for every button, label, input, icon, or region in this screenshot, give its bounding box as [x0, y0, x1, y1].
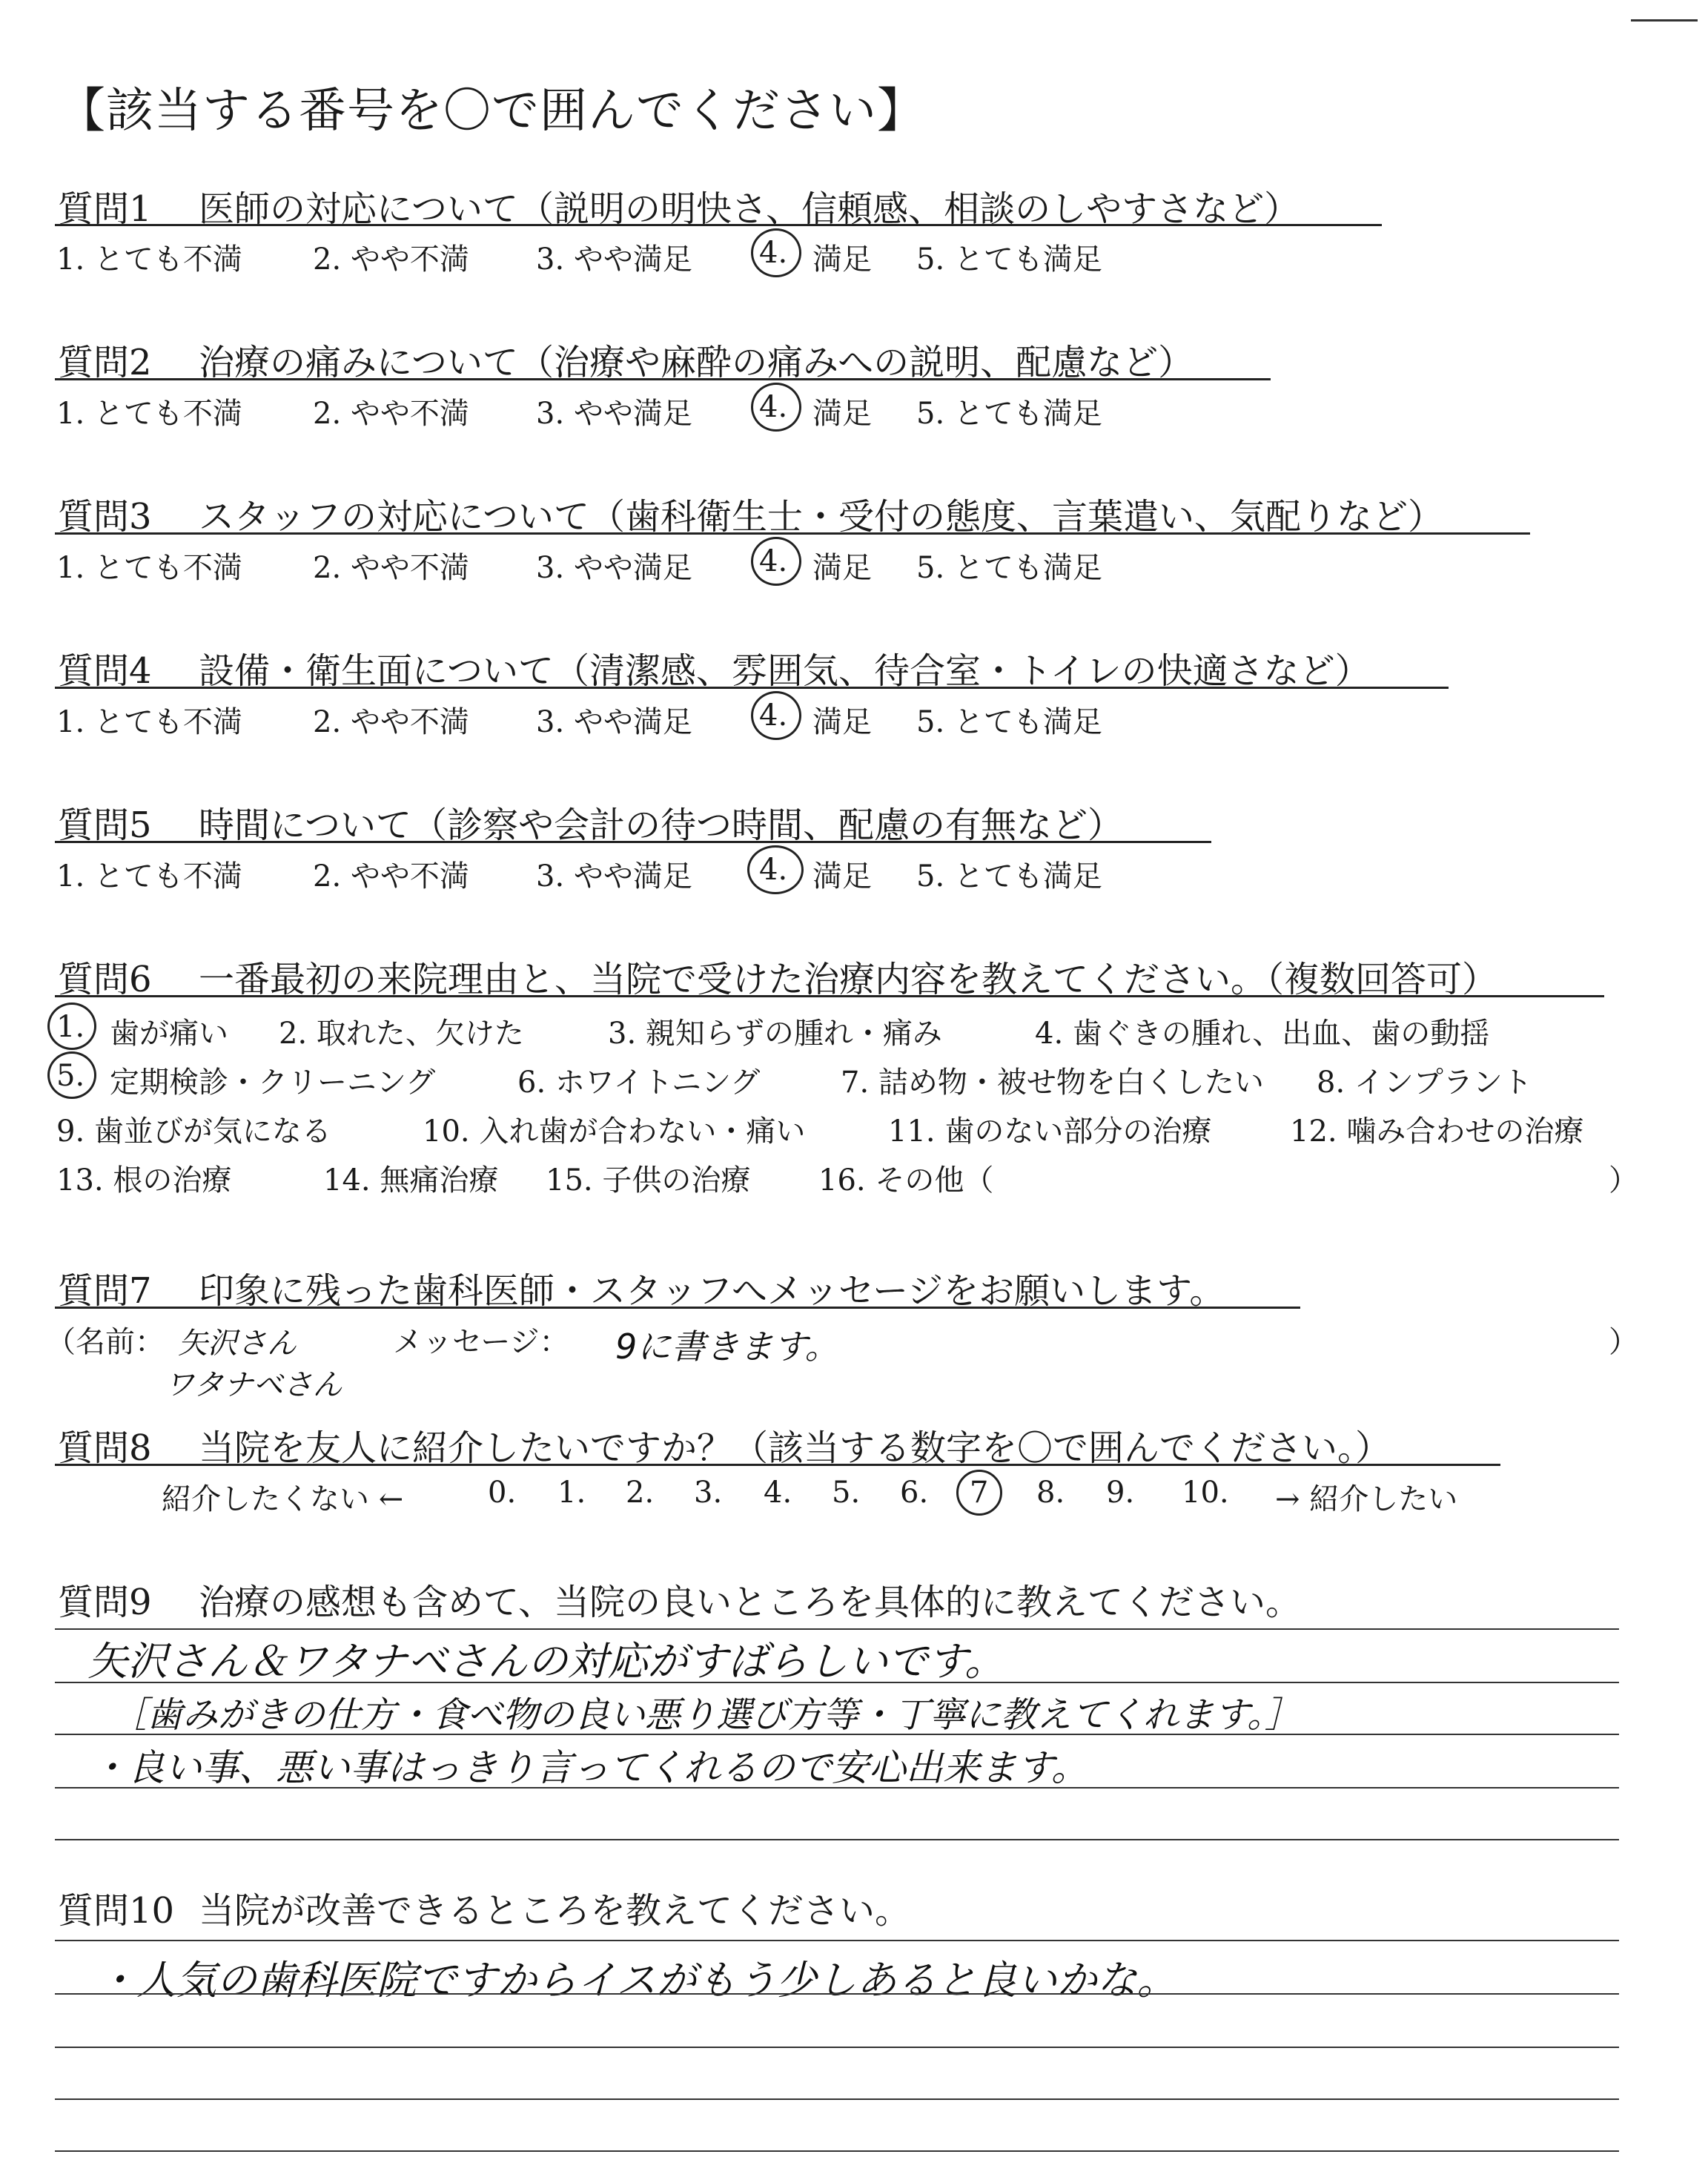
option-8[interactable]: 8. インプラント: [1317, 1066, 1532, 1100]
option-5[interactable]: 5. とても満足: [916, 242, 1102, 277]
option-1[interactable]: 1. とても不満: [56, 705, 242, 739]
question-6-title: [58, 951, 1497, 1002]
scale-6[interactable]: 6.: [900, 1476, 929, 1510]
scale-10[interactable]: 10.: [1182, 1476, 1229, 1510]
option-16[interactable]: 16. その他（: [818, 1163, 994, 1198]
question-2-title: [58, 334, 1194, 385]
option-5-number[interactable]: 5.: [56, 1059, 85, 1093]
question-7-title: [58, 1262, 1225, 1313]
underline: [55, 841, 1211, 843]
scale-1[interactable]: 1.: [557, 1476, 586, 1510]
underline: [55, 532, 1530, 535]
option-3[interactable]: 3. やや満足: [536, 705, 692, 739]
question-number: 質問6: [58, 959, 152, 1000]
selection-circle: [751, 228, 801, 277]
question-text: 当院を友人に紹介したいですか？（該当する数字を〇で囲んでください。）: [199, 1427, 1391, 1469]
q9-answer-1[interactable]: 矢沢さん＆ワタナベさんの対応がすばらしいです。: [87, 1638, 1005, 1685]
option-2[interactable]: 2. やや不満: [313, 551, 469, 585]
question-4-title: [58, 642, 1371, 693]
scale-right-label: → 紹介したい: [1275, 1482, 1458, 1516]
scale-3[interactable]: 3.: [694, 1476, 723, 1510]
scale-9[interactable]: 9.: [1106, 1476, 1135, 1510]
name-handwritten-1[interactable]: 矢沢さん: [178, 1327, 297, 1361]
option-1-label[interactable]: 歯が痛い: [110, 1017, 228, 1051]
option-5[interactable]: 5. とても満足: [916, 551, 1102, 585]
option-4-label[interactable]: 満足: [812, 551, 872, 585]
scan-edge-mark: [1631, 19, 1698, 22]
option-2[interactable]: 2. やや不満: [313, 859, 469, 894]
selection-circle: [956, 1470, 1002, 1516]
underline: [55, 224, 1382, 226]
question-number: 質問2: [58, 342, 152, 383]
option-1[interactable]: 1. とても不満: [56, 551, 242, 585]
answer-line: [55, 2150, 1619, 2152]
option-3[interactable]: 3. やや満足: [536, 551, 692, 585]
selection-circle: [47, 1003, 96, 1050]
name-handwritten-2[interactable]: ワタナベさん: [165, 1368, 342, 1402]
question-number: 質問7: [58, 1270, 152, 1312]
option-11[interactable]: 11. 歯のない部分の治療: [888, 1114, 1212, 1149]
question-number: 質問8: [58, 1427, 152, 1469]
scale-0[interactable]: 0.: [488, 1476, 517, 1510]
option-15[interactable]: 15. 子供の治療: [546, 1163, 751, 1198]
message-handwritten[interactable]: 9に書きます。: [615, 1327, 839, 1367]
question-text: 印象に残った歯科医師・スタッフへメッセージをお願いします。: [199, 1270, 1225, 1312]
option-9[interactable]: 9. 歯並びが気になる: [56, 1114, 331, 1149]
option-12[interactable]: 12. 噛み合わせの治療: [1290, 1114, 1584, 1149]
question-text: 時間について（診察や会計の待つ時間、配慮の有無など）: [199, 805, 1124, 846]
scale-2[interactable]: 2.: [626, 1476, 655, 1510]
q9-answer-2[interactable]: ［歯みがきの仕方・食べ物の良い悪り選び方等・丁寧に教えてくれます。］: [111, 1694, 1301, 1736]
option-4-label[interactable]: 満足: [812, 242, 872, 277]
option-2[interactable]: 2. やや不満: [313, 705, 469, 739]
option-4-number[interactable]: 4.: [759, 390, 788, 424]
selection-circle: [47, 1051, 96, 1099]
option-4[interactable]: 4. 歯ぐきの腫れ、出血、歯の動揺: [1035, 1017, 1490, 1051]
question-text: スタッフの対応について（歯科衛生士・受付の態度、言葉遣い、気配りなど）: [199, 496, 1444, 538]
answer-line: [55, 1734, 1619, 1735]
question-text: 治療の感想も含めて、当院の良いところを具体的に教えてください。: [199, 1582, 1302, 1623]
selection-circle: [747, 845, 804, 894]
option-13[interactable]: 13. 根の治療: [56, 1163, 232, 1198]
scale-5[interactable]: 5.: [832, 1476, 861, 1510]
answer-line: [55, 1940, 1619, 1941]
scale-left-label: 紹介したくない ←: [162, 1482, 404, 1516]
option-4-label[interactable]: 満足: [812, 705, 872, 739]
option-4-number[interactable]: 4.: [759, 236, 788, 270]
page-heading: 【該当する番号を〇で囲んでください】: [58, 84, 925, 139]
question-number: 質問1: [58, 188, 152, 230]
close-paren: ）: [1609, 1325, 1638, 1359]
question-text: 設備・衛生面について（清潔感、雰囲気、待合室・トイレの快適さなど）: [199, 650, 1371, 692]
option-10[interactable]: 10. 入れ歯が合わない・痛い: [423, 1114, 806, 1149]
option-3[interactable]: 3. やや満足: [536, 397, 692, 431]
option-4-label[interactable]: 満足: [812, 859, 872, 894]
question-9-title: [58, 1573, 1301, 1625]
q10-answer-1[interactable]: ・人気の歯科医院ですからイスがもう少しあると良いかな。: [96, 1957, 1177, 2004]
answer-line: [55, 2047, 1619, 2048]
question-number: 質問10: [58, 1890, 175, 1932]
question-number: 質問5: [58, 805, 152, 846]
question-8-title: [58, 1419, 1391, 1470]
option-3[interactable]: 3. やや満足: [536, 242, 692, 277]
selection-circle: [751, 691, 801, 740]
scale-8[interactable]: 8.: [1036, 1476, 1065, 1510]
option-4-number[interactable]: 4.: [759, 698, 788, 733]
underline: [55, 378, 1271, 380]
question-text: 当院が改善できるところを教えてください。: [199, 1890, 911, 1932]
message-label: メッセージ：: [393, 1325, 569, 1359]
answer-line: [55, 1787, 1619, 1789]
option-1[interactable]: 1. とても不満: [56, 397, 242, 431]
question-number: 質問3: [58, 496, 152, 538]
underline: [55, 687, 1449, 689]
option-2[interactable]: 2. やや不満: [313, 242, 469, 277]
option-5[interactable]: 5. とても満足: [916, 859, 1102, 894]
underline: [55, 995, 1604, 997]
scale-7[interactable]: 7: [970, 1476, 989, 1510]
option-4-label[interactable]: 満足: [812, 397, 872, 431]
option-5[interactable]: 5. とても満足: [916, 397, 1102, 431]
option-3[interactable]: 3. やや満足: [536, 859, 692, 894]
underline: [55, 1464, 1500, 1466]
question-text: 一番最初の来院理由と、当院で受けた治療内容を教えてください。（複数回答可）: [199, 959, 1498, 1000]
option-1-number[interactable]: 1.: [56, 1010, 85, 1044]
option-4-number[interactable]: 4.: [759, 544, 788, 578]
option-5-label[interactable]: 定期検診・クリーニング: [110, 1066, 436, 1100]
question-10-title: [58, 1882, 910, 1933]
underline: [55, 1307, 1300, 1309]
q9-answer-3[interactable]: ・良い事、悪い事はっきり言ってくれるので安心出来ます。: [90, 1746, 1088, 1789]
question-text: 医師の対応について（説明の明快さ、信頼感、相談のしやすさなど）: [199, 188, 1300, 230]
question-text: 治療の痛みについて（治療や麻酔の痛みへの説明、配慮など）: [199, 342, 1194, 383]
name-label: （名前：: [46, 1325, 165, 1359]
scale-4[interactable]: 4.: [764, 1476, 792, 1510]
answer-line: [55, 1682, 1619, 1683]
option-1[interactable]: 1. とても不満: [56, 859, 242, 894]
option-7[interactable]: 7. 詰め物・被せ物を白くしたい: [841, 1066, 1264, 1100]
question-3-title: [58, 488, 1443, 539]
option-3[interactable]: 3. 親知らずの腫れ・痛み: [608, 1017, 942, 1051]
selection-circle: [751, 383, 801, 432]
answer-line: [55, 1839, 1619, 1840]
option-6[interactable]: 6. ホワイトニング: [517, 1066, 761, 1100]
question-number: 質問9: [58, 1582, 152, 1623]
option-2[interactable]: 2. 取れた、欠けた: [279, 1017, 524, 1051]
close-paren: ）: [1609, 1163, 1638, 1198]
selection-circle: [751, 537, 801, 586]
answer-line: [55, 1993, 1619, 1995]
option-2[interactable]: 2. やや不満: [313, 397, 469, 431]
option-4-number[interactable]: 4.: [759, 853, 788, 887]
answer-line: [55, 2098, 1619, 2100]
option-1[interactable]: 1. とても不満: [56, 242, 242, 277]
option-14[interactable]: 14. 無痛治療: [323, 1163, 499, 1198]
option-5[interactable]: 5. とても満足: [916, 705, 1102, 739]
question-number: 質問4: [58, 650, 152, 692]
question-5-title: [58, 796, 1123, 848]
